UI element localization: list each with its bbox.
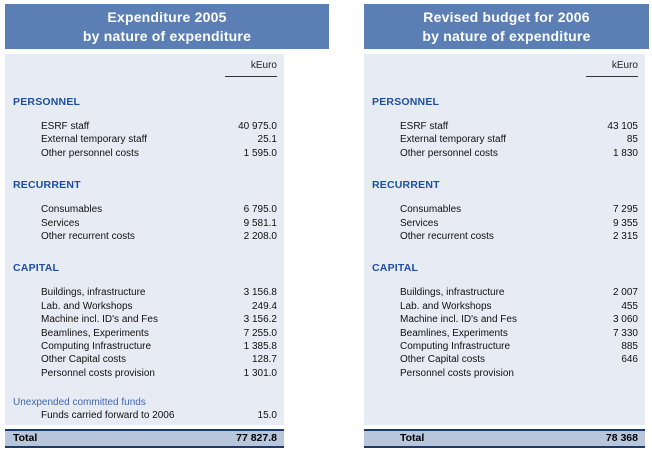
table-body xyxy=(364,54,645,425)
row-value: 6 795.0 xyxy=(243,204,277,216)
row-label: Funds carried forward to 2006 xyxy=(41,410,175,422)
table-row xyxy=(5,217,284,230)
row-value: 249.4 xyxy=(251,300,277,312)
row-label: Other recurrent costs xyxy=(400,231,494,243)
total-value: 77 827.8 xyxy=(236,432,277,444)
row-value: 3 156.8 xyxy=(243,287,277,299)
section-heading: Unexpended committed funds xyxy=(13,397,146,409)
table-row xyxy=(5,286,284,299)
row-value: 40 975.0 xyxy=(238,121,277,132)
row-label: Services xyxy=(400,217,439,229)
table-title-line-2: by nature of expenditure xyxy=(422,27,591,44)
row-value: 1 301.0 xyxy=(243,367,277,379)
section-rows xyxy=(5,203,284,243)
table-row xyxy=(364,327,645,340)
table-row xyxy=(5,147,284,160)
row-value: 2 007 xyxy=(612,287,638,299)
row-value: 1 830 xyxy=(612,147,638,159)
table-row xyxy=(5,230,284,243)
table-row xyxy=(364,217,645,230)
row-label: Computing Infrastructure xyxy=(41,341,152,353)
section-rows xyxy=(364,120,645,160)
row-label: Beamlines, Experiments xyxy=(400,327,508,339)
row-label: Computing Infrastructure xyxy=(400,341,511,353)
table-row xyxy=(5,120,284,133)
row-value: 646 xyxy=(621,354,638,366)
table-row xyxy=(5,340,284,353)
row-label: Lab. and Workshops xyxy=(400,300,492,312)
row-label: Consumables xyxy=(400,204,462,216)
row-value: 2 208.0 xyxy=(243,231,277,243)
section-capital xyxy=(364,262,645,380)
row-value: 9 581.1 xyxy=(243,217,277,229)
row-value: 7 255.0 xyxy=(243,327,277,339)
revised-budget-2006-table xyxy=(364,4,649,448)
section-personnel xyxy=(364,96,645,160)
row-value: 885 xyxy=(621,341,638,353)
unit-underline-rule xyxy=(586,76,638,77)
section-rows xyxy=(364,203,645,243)
table-sections xyxy=(5,96,284,423)
row-label: Other personnel costs xyxy=(400,147,498,159)
table-row xyxy=(364,340,645,353)
table-row xyxy=(5,313,284,326)
row-value: 43 105 xyxy=(607,121,638,132)
row-label: Machine incl. ID's and Fes xyxy=(400,314,517,326)
section-recurrent xyxy=(364,179,645,243)
section-heading: CAPITAL xyxy=(372,262,419,275)
expenditure-2005-table xyxy=(5,4,329,448)
row-value: 9 355 xyxy=(612,217,638,229)
table-row xyxy=(5,367,284,380)
section-heading: RECURRENT xyxy=(13,179,81,192)
table-row xyxy=(5,409,284,422)
total-row xyxy=(5,429,284,448)
table-row xyxy=(5,327,284,340)
row-value: 7 295 xyxy=(612,204,638,216)
table-row xyxy=(364,313,645,326)
row-value: 1 385.8 xyxy=(243,341,277,353)
row-label: Other Capital costs xyxy=(41,354,127,366)
section-rows xyxy=(5,409,284,422)
row-label: Services xyxy=(41,217,80,229)
row-value: 3 060 xyxy=(612,314,638,326)
table-row xyxy=(364,120,645,133)
table-row xyxy=(364,353,645,366)
row-value: 2 315 xyxy=(612,231,638,243)
row-value: 1 595.0 xyxy=(243,147,277,159)
unit-label: kEuro xyxy=(250,60,277,71)
table-row xyxy=(364,230,645,243)
row-label: Personnel costs provision xyxy=(41,367,155,379)
table-row xyxy=(364,133,645,146)
row-label: Beamlines, Experiments xyxy=(41,327,149,339)
row-label: Personnel costs provision xyxy=(400,367,514,379)
row-value: 25.1 xyxy=(257,134,277,146)
table-title xyxy=(364,4,649,49)
row-label: Other Capital costs xyxy=(400,354,486,366)
section-rows xyxy=(5,120,284,160)
section-unexpended-committed-funds xyxy=(5,396,284,422)
row-label: Other personnel costs xyxy=(41,147,139,159)
table-title-line-1: Expenditure 2005 xyxy=(107,8,227,25)
section-recurrent xyxy=(5,179,284,243)
table-row xyxy=(5,203,284,216)
total-label: Total xyxy=(13,432,38,444)
total-row xyxy=(364,429,645,448)
row-value: 128.7 xyxy=(251,354,277,366)
section-personnel xyxy=(5,96,284,160)
table-row xyxy=(364,147,645,160)
row-label: Buildings, infrastructure xyxy=(41,287,146,299)
table-row xyxy=(364,286,645,299)
table-row xyxy=(364,300,645,313)
row-value: 15.0 xyxy=(257,410,277,422)
table-row xyxy=(364,203,645,216)
row-label: Consumables xyxy=(41,204,103,216)
table-row xyxy=(5,353,284,366)
section-rows xyxy=(364,286,645,380)
row-label: Lab. and Workshops xyxy=(41,300,133,312)
section-heading: PERSONNEL xyxy=(372,96,440,108)
row-label: Other recurrent costs xyxy=(41,231,135,243)
table-title-line-1: Revised budget for 2006 xyxy=(423,8,590,25)
section-capital xyxy=(5,262,284,380)
section-heading: CAPITAL xyxy=(13,262,60,275)
row-label: ESRF staff xyxy=(400,121,449,132)
row-label: External temporary staff xyxy=(41,134,147,146)
table-row xyxy=(5,300,284,313)
table-row xyxy=(5,133,284,146)
unit-header xyxy=(364,54,645,71)
row-value: 85 xyxy=(626,134,638,146)
unit-underline-rule xyxy=(225,76,277,77)
row-label: External temporary staff xyxy=(400,134,506,146)
section-heading: RECURRENT xyxy=(372,179,440,192)
table-title xyxy=(5,4,329,49)
row-value: 3 156.2 xyxy=(243,314,277,326)
section-heading: PERSONNEL xyxy=(13,96,81,108)
total-value: 78 368 xyxy=(605,432,638,444)
table-sections xyxy=(364,96,645,380)
section-rows xyxy=(5,286,284,380)
row-label: Buildings, infrastructure xyxy=(400,287,505,299)
total-label: Total xyxy=(400,432,425,444)
unit-label: kEuro xyxy=(611,60,638,71)
row-label: ESRF staff xyxy=(41,121,90,132)
row-label: Machine incl. ID's and Fes xyxy=(41,314,158,326)
table-row xyxy=(364,367,645,380)
table-body xyxy=(5,54,284,425)
unit-header xyxy=(5,54,284,71)
row-value: 455 xyxy=(621,300,638,312)
row-value: 7 330 xyxy=(612,327,638,339)
table-title-line-2: by nature of expenditure xyxy=(82,27,252,44)
